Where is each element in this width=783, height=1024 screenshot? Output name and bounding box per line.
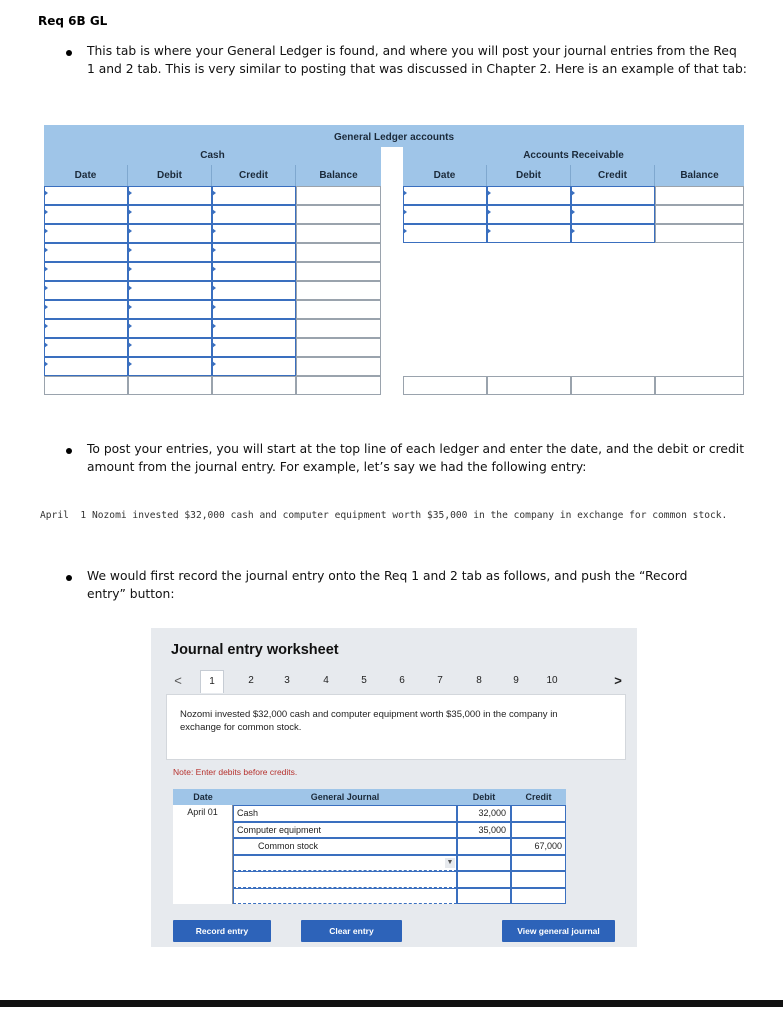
ledger-input-cell[interactable] [128,224,212,243]
ar-col-date: Date [403,165,487,186]
ledger-input-cell[interactable] [487,186,571,205]
ledger-cell [403,300,487,319]
ledger-cell [655,262,744,281]
entry-note: Note: Enter debits before credits. [173,767,298,777]
ledger-input-cell[interactable] [44,338,128,357]
tab-7[interactable]: 7 [437,675,443,686]
ledger-input-cell[interactable] [44,186,128,205]
journal-date-cell [173,855,233,872]
ledger-cell [571,319,655,338]
ledger-input-cell[interactable] [403,224,487,243]
ledger-input-cell[interactable] [487,205,571,224]
ledger-cell [487,300,571,319]
ledger-cell [403,262,487,281]
ledger-cell [655,224,744,243]
ledger-cell [296,357,381,376]
ledger-cell [296,300,381,319]
ledger-input-cell[interactable] [212,186,296,205]
tab-10[interactable]: 10 [546,675,558,686]
ledger-cell [296,262,381,281]
ledger-cell [403,243,487,262]
ledger-input-cell[interactable] [128,186,212,205]
bullet-text-1: This tab is where your General Ledger is found, and where you will post your journal entries from the Req 1 and 2 tab. This is very similar to posting that was discussed in Chapter 2. Here is an example of that tab: [87,44,747,76]
ledger-cell [655,376,744,395]
view-general-journal-button[interactable]: View general journal [502,920,615,942]
journal-credit-cell[interactable] [511,888,566,905]
bullet-text-2: To post your entries, you will start at the top line of each ledger and enter the date, and the debit or credit amount from the journal entry. For example, let’s say we had the following entry: [87,442,745,474]
ledger-input-cell[interactable] [44,243,128,262]
ar-col-credit: Credit [571,165,655,186]
ledger-input-cell[interactable] [571,205,655,224]
journal-entry-worksheet [151,628,637,947]
ledger-cell [571,338,655,357]
journal-account-cell[interactable]: Computer equipment [233,822,457,839]
ledger-cell [487,243,571,262]
ledger-cell [655,338,744,357]
ar-col-balance: Balance [655,165,744,186]
ledger-cell [655,243,744,262]
tab-3[interactable]: 3 [284,675,290,686]
ledger-cell [571,243,655,262]
ledger-cell [296,281,381,300]
ledger-cell [655,319,744,338]
ledger-input-cell[interactable] [128,338,212,357]
ledger-cell [296,338,381,357]
tab-5[interactable]: 5 [361,675,367,686]
ledger-cell [487,357,571,376]
ledger-input-cell[interactable] [212,300,296,319]
ledger-input-cell[interactable] [128,205,212,224]
ledger-input-cell[interactable] [44,300,128,319]
ledger-input-cell[interactable] [212,262,296,281]
ledger-input-cell[interactable] [212,357,296,376]
ledger-cell [296,243,381,262]
journal-debit-cell[interactable] [457,855,511,872]
record-entry-button[interactable]: Record entry [173,920,271,942]
ledger-cell [44,376,128,395]
cash-col-date: Date [44,165,128,186]
ledger-input-cell[interactable] [403,186,487,205]
ledger-cell [296,205,381,224]
ledger-input-cell[interactable] [128,281,212,300]
tab-4[interactable]: 4 [323,675,329,686]
ledger-cell [487,338,571,357]
ledger-input-cell[interactable] [212,319,296,338]
journal-credit-cell[interactable] [511,805,566,822]
ledger-cell [212,376,296,395]
bottom-divider [0,1000,783,1007]
journal-debit-cell[interactable] [457,871,511,888]
cash-col-credit: Credit [212,165,296,186]
ledger-cell [403,376,487,395]
entry-description: Nozomi invested $32,000 cash and computer equipment worth $35,000 in the company in exchange for common stock. [180,709,558,733]
tab-2[interactable]: 2 [248,675,254,686]
ledger-title: General Ledger accounts [44,125,744,147]
account-dropdown-icon[interactable]: ▼ [446,858,454,866]
tab-9[interactable]: 9 [513,675,519,686]
bullet-icon [66,50,72,56]
ledger-spacer [381,147,403,165]
ledger-cell [403,319,487,338]
bullet-text-3: We would first record the journal entry onto the Req 1 and 2 tab as follows, and push the “Record entry” button: [87,569,688,601]
ledger-spacer [381,165,403,186]
journal-date-cell: April 01 [173,805,233,822]
ledger-cell [296,319,381,338]
journal-entry-line: April 1 Nozomi invested $32,000 cash and computer equipment worth $35,000 in the company in exchange for common stock. [40,510,728,521]
entry-description-box [166,694,626,760]
journal-col-date: Date [173,789,233,805]
ar-account-name: Accounts Receivable [403,147,744,165]
ledger-input-cell[interactable] [212,224,296,243]
ledger-input-cell[interactable] [44,205,128,224]
ledger-input-cell[interactable] [212,338,296,357]
cash-account-name: Cash [44,147,381,165]
journal-account-cell[interactable]: Cash [233,805,457,822]
journal-account-cell[interactable] [233,871,457,888]
ledger-input-cell[interactable] [212,281,296,300]
ledger-cell [296,224,381,243]
ledger-cell [571,281,655,300]
cash-col-debit: Debit [128,165,212,186]
ledger-cell [487,281,571,300]
journal-debit-cell[interactable] [457,888,511,905]
ledger-input-cell[interactable] [128,300,212,319]
journal-date-cell [173,822,233,839]
ledger-cell [403,338,487,357]
clear-entry-button[interactable]: Clear entry [301,920,402,942]
journal-account-cell[interactable] [233,855,457,872]
ledger-input-cell[interactable] [128,262,212,281]
journal-debit-cell[interactable]: 35,000 [457,822,511,839]
ledger-cell [403,281,487,300]
next-arrow-icon[interactable]: > [614,673,622,688]
ledger-input-cell[interactable] [44,262,128,281]
journal-credit-cell[interactable] [511,855,566,872]
prev-arrow-icon[interactable]: < [174,673,182,688]
journal-date-cell [173,838,233,855]
ledger-cell [655,205,744,224]
ledger-input-cell[interactable] [128,357,212,376]
ledger-cell [487,262,571,281]
ledger-cell [571,376,655,395]
ledger-input-cell[interactable] [487,224,571,243]
ledger-cell [571,300,655,319]
ledger-input-cell[interactable] [571,224,655,243]
ledger-cell [296,186,381,205]
tab-1[interactable]: 1 [200,670,224,693]
journal-col-credit: Credit [511,789,566,805]
ledger-cell [571,357,655,376]
ledger-cell [403,357,487,376]
ledger-cell [655,357,744,376]
journal-credit-cell[interactable] [511,871,566,888]
journal-date-cell [173,871,233,888]
tab-6[interactable]: 6 [399,675,405,686]
ledger-input-cell[interactable] [44,281,128,300]
ledger-cell [128,376,212,395]
ledger-cell [655,186,744,205]
journal-account-cell[interactable]: Common stock [233,838,457,855]
general-ledger-table [44,125,744,396]
bullet-icon [66,575,72,581]
ledger-input-cell[interactable] [128,319,212,338]
ledger-cell [296,376,381,395]
cash-col-balance: Balance [296,165,381,186]
ledger-input-cell[interactable] [212,243,296,262]
journal-credit-cell[interactable]: 67,000 [511,838,566,855]
journal-col-general-journal: General Journal [233,789,457,805]
bullet-icon [66,448,72,454]
ledger-cell [655,300,744,319]
ledger-input-cell[interactable] [212,205,296,224]
journal-credit-cell[interactable] [511,822,566,839]
ledger-cell [487,319,571,338]
tab-8[interactable]: 8 [476,675,482,686]
worksheet-title: Journal entry worksheet [171,642,339,658]
ar-col-debit: Debit [487,165,571,186]
journal-debit-cell[interactable] [457,838,511,855]
journal-col-debit: Debit [457,789,511,805]
ledger-input-cell[interactable] [571,186,655,205]
ledger-input-cell[interactable] [44,224,128,243]
ledger-cell [655,281,744,300]
ledger-input-cell[interactable] [44,319,128,338]
ledger-input-cell[interactable] [128,243,212,262]
ledger-input-cell[interactable] [44,357,128,376]
ledger-cell [487,376,571,395]
ledger-input-cell[interactable] [403,205,487,224]
journal-account-cell[interactable] [233,888,457,905]
journal-debit-cell[interactable]: 32,000 [457,805,511,822]
journal-date-cell [173,888,233,905]
page-title: Req 6B GL [38,14,108,28]
worksheet-tabs [166,670,626,692]
ledger-cell [571,262,655,281]
